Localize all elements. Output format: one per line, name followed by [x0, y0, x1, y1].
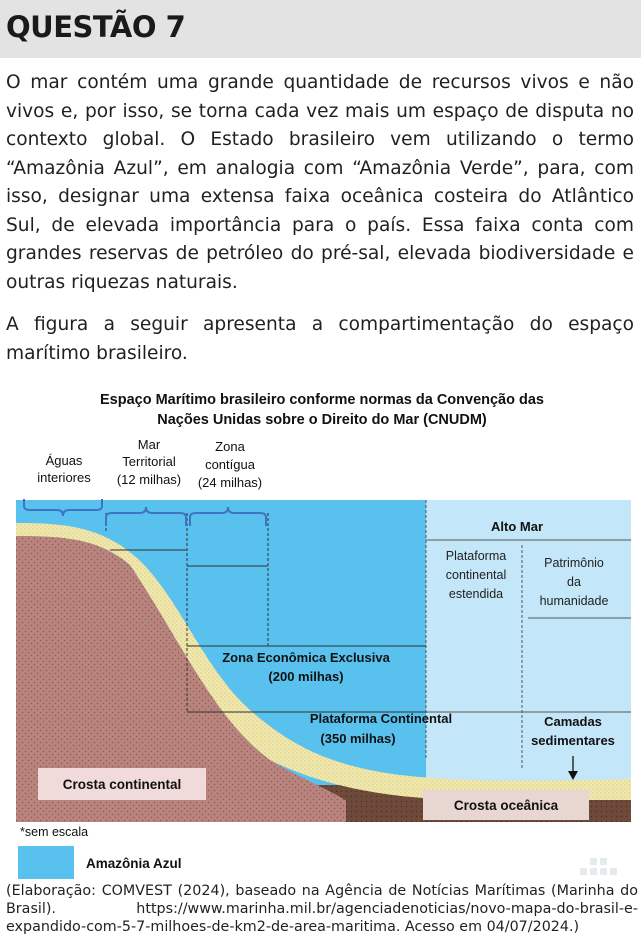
svg-text:interiores: interiores	[37, 470, 91, 485]
figure-title-line1: Espaço Marítimo brasileiro conforme normas da Convenção das	[100, 392, 544, 408]
label-zee: Zona Econômica Exclusiva	[222, 650, 390, 665]
figure-caption: (Elaboração: COMVEST (2024), baseado na Agência de Notícias Marítimas (Marinha do Brasil). https://www.marinha.mil.br/agenciadenoticias/novo-mapa-do-brasil-e-expandido-com-5-7-milhoes-de-km2-de-area-maritima. Acesso em 04/07/2024.)	[6, 883, 638, 935]
label-plataforma-continental: Plataforma Continental	[309, 711, 453, 726]
label-aguas-interiores: Águas	[45, 453, 83, 468]
legend-label: Amazônia Azul	[86, 856, 182, 871]
label-mar-territorial: Mar	[137, 437, 161, 452]
maritime-space-figure	[0, 380, 641, 900]
label-zona-contigua: Zona	[215, 439, 245, 454]
svg-text:(24 milhas): (24 milhas)	[197, 475, 263, 490]
svg-text:sedimentares: sedimentares	[531, 733, 615, 748]
svg-text:da: da	[567, 575, 581, 589]
label-camadas-sedimentares: Camadas	[544, 714, 602, 729]
legend-swatch	[18, 846, 74, 879]
figure-intro-paragraph: A figura a seguir apresenta a compartimentação do espaço marítimo brasileiro.	[6, 314, 634, 364]
intro-paragraph: O mar contém uma grande quantidade de recursos vivos e não vivos e, por isso, se torna cada vez mais um espaço de disputa no contexto global. O Estado brasileiro vem utilizando o termo “Amazônia Azul”, em analogia com “Amazônia Verde”, para, com isso, designar uma extensa faixa oceânica costeira do Atlântico Sul, de elevada importância para o país. Essa faixa conta com grandes reservas de petróleo do pré-sal, elevada biodiversidade e outras riquezas naturais.	[6, 72, 634, 293]
label-alto-mar: Alto Mar	[491, 519, 543, 534]
svg-text:humanidade: humanidade	[539, 594, 609, 608]
label-plataforma-estendida: Plataforma	[445, 549, 507, 563]
maritime-diagram	[0, 380, 641, 900]
svg-text:(200 milhas): (200 milhas)	[268, 669, 344, 684]
svg-text:(12 milhas): (12 milhas)	[116, 472, 182, 487]
question-title: QUESTÃO 7	[6, 10, 186, 44]
sem-escala-note: *sem escala	[20, 825, 89, 839]
question-header	[0, 0, 641, 58]
svg-text:estendida: estendida	[448, 587, 504, 601]
high-sea-area	[426, 500, 631, 800]
svg-text:continental: continental	[445, 568, 507, 582]
label-patrimonio: Patrimônio	[544, 556, 604, 570]
watermark-blocks	[580, 858, 617, 875]
label-crosta-continental: Crosta continental	[62, 777, 182, 792]
figure-title-line2: Nações Unidas sobre o Direito do Mar (CNUDM)	[157, 412, 487, 428]
svg-text:(350 milhas): (350 milhas)	[320, 731, 396, 746]
label-crosta-oceanica: Crosta oceânica	[453, 798, 559, 813]
svg-text:contígua: contígua	[205, 457, 255, 472]
svg-text:Territorial: Territorial	[122, 454, 176, 469]
